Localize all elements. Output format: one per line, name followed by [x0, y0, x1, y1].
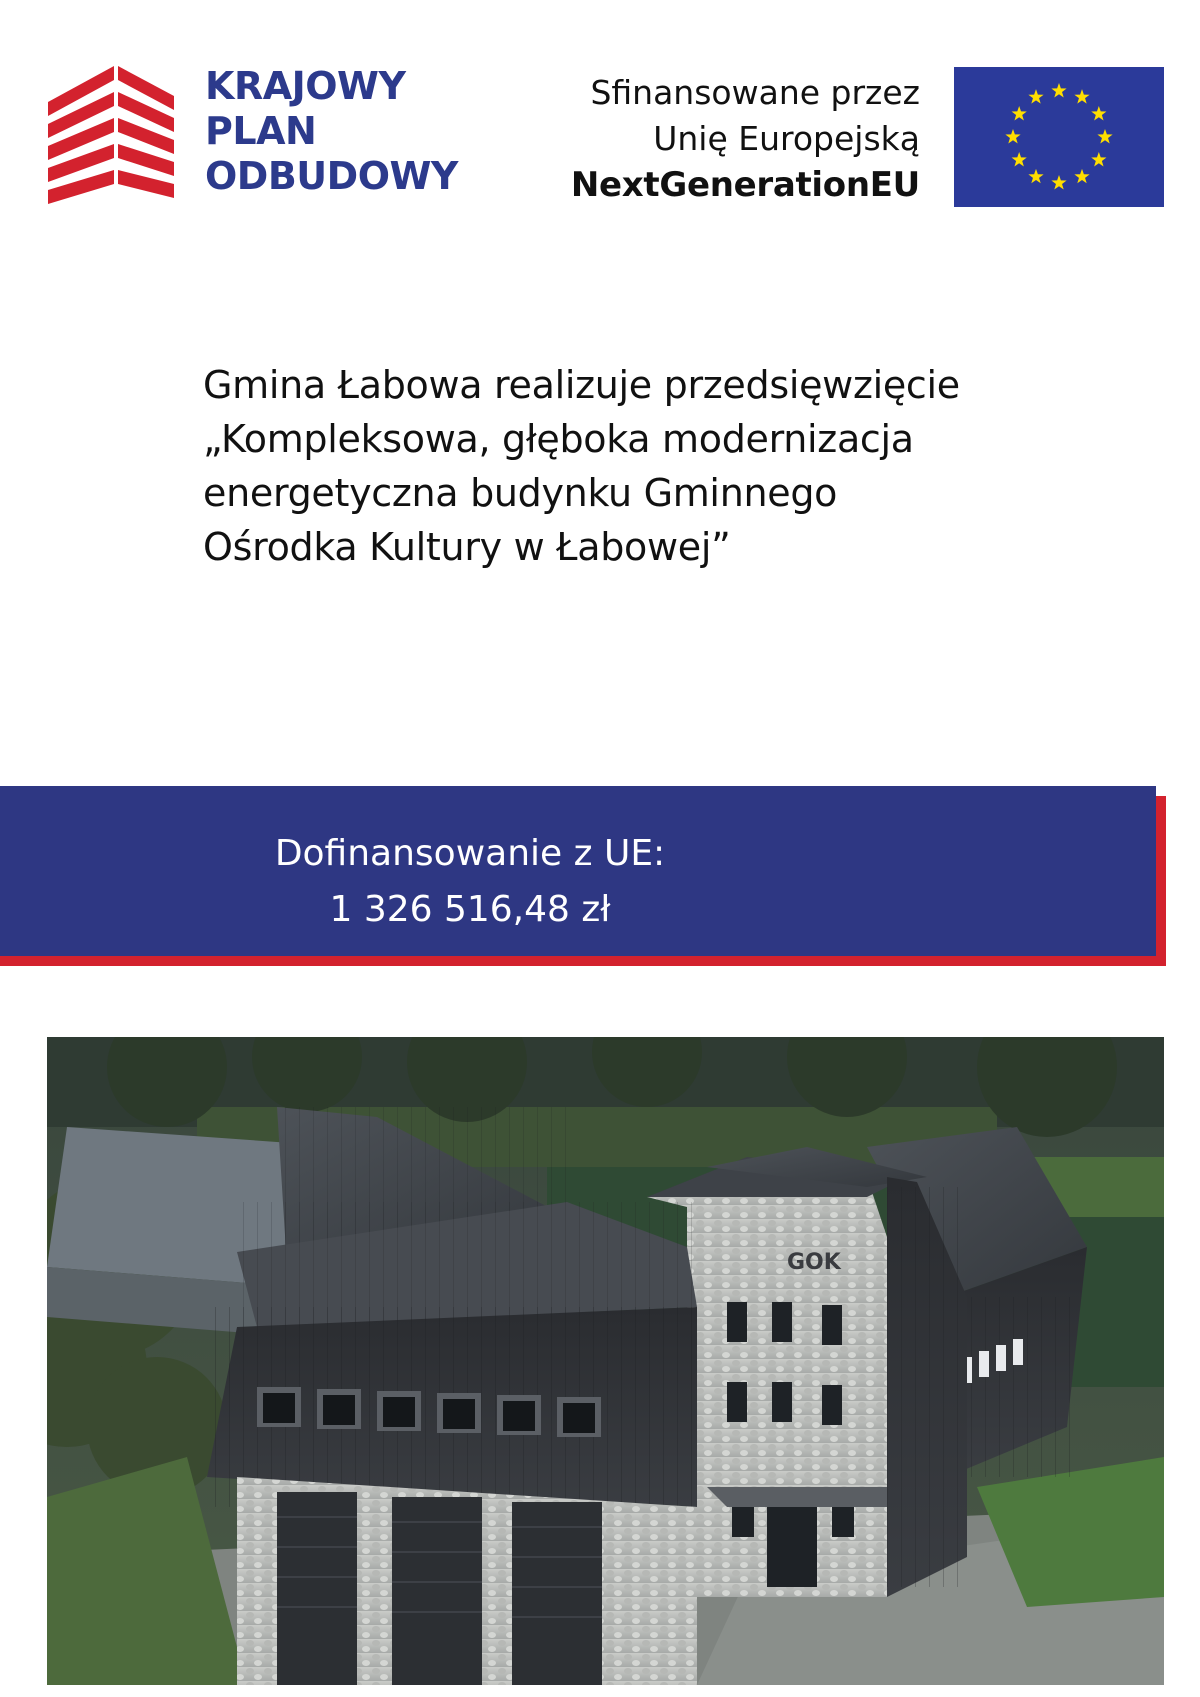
project-line-4: Ośrodka Kultury w Łabowej” — [203, 525, 731, 569]
funding-line-3: NextGenerationEU — [570, 165, 920, 205]
gok-sign: GOK — [787, 1250, 841, 1275]
kpo-line-2: PLAN — [205, 109, 317, 153]
funding-line-1: Sfinansowane przez — [590, 73, 920, 112]
funding-line-2: Unię Europejską — [653, 119, 920, 158]
kpo-logo-icon — [48, 66, 174, 206]
project-line-2: „Kompleksowa, głęboka modernizacja — [203, 417, 914, 461]
project-line-1: Gmina Łabowa realizuje przedsięwzięcie — [203, 363, 960, 407]
funding-band-text — [0, 826, 940, 938]
eu-flag-icon — [954, 67, 1164, 207]
project-line-3: energetyczna budynku Gminnego — [203, 471, 838, 515]
funding-amount: 1 326 516,48 zł — [329, 889, 611, 930]
kpo-line-1: KRAJOWY — [205, 64, 406, 108]
eu-funding-statement — [571, 70, 920, 208]
kpo-logo-text — [205, 64, 458, 199]
project-description — [203, 358, 1103, 574]
building-visualization — [47, 1037, 1164, 1685]
funding-label: Dofinansowanie z UE: — [274, 833, 666, 874]
kpo-line-3: ODBUDOWY — [205, 154, 458, 198]
